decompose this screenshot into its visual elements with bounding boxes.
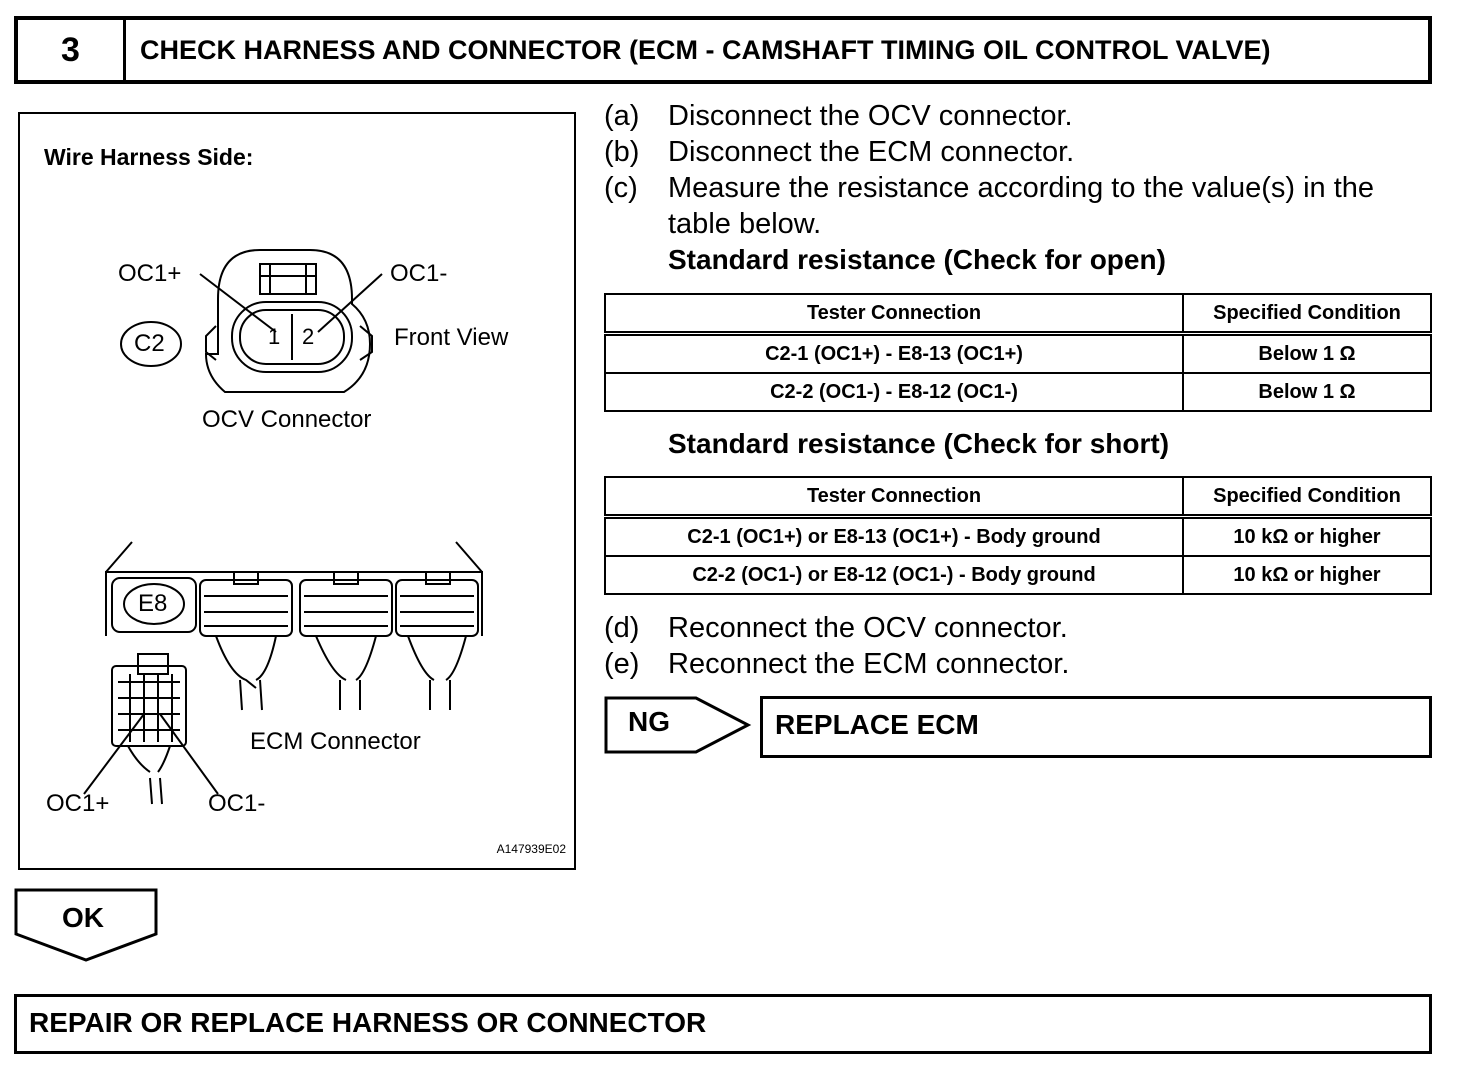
ocv-connector-body: [206, 250, 370, 392]
step-text: Disconnect the OCV connector.: [668, 100, 1073, 132]
front-view-label: Front View: [394, 324, 509, 351]
step-number: 3: [18, 20, 126, 80]
step-header: [14, 16, 1432, 84]
ng-arrow: [604, 696, 752, 754]
step-letter: (e): [604, 648, 640, 680]
table-row: [605, 517, 1431, 557]
open-check-table: [604, 293, 1432, 412]
step-title: CHECK HARNESS AND CONNECTOR (ECM - CAMSHAFT TIMING OIL CONTROL VALVE): [140, 34, 1271, 65]
step-c-continuation: table below.: [668, 208, 822, 240]
ok-label: OK: [62, 902, 104, 933]
step-text: Reconnect the ECM connector.: [668, 648, 1070, 680]
step-d: [604, 612, 1068, 645]
ecm-connector-code: E8: [138, 590, 168, 617]
specified-condition-cell: Below 1 Ω: [1183, 373, 1431, 411]
step-letter: (c): [604, 172, 638, 204]
column-header: Tester Connection: [605, 294, 1183, 334]
table-row: [605, 334, 1431, 374]
ng-action: REPLACE ECM: [775, 709, 979, 740]
table-row: [605, 373, 1431, 411]
ocv-connector-name: OCV Connector: [202, 406, 372, 433]
ok-arrow: [14, 888, 160, 964]
step-text: Reconnect the OCV connector.: [668, 612, 1068, 644]
step-text: Disconnect the ECM connector.: [668, 136, 1075, 168]
table-header-row: [605, 294, 1431, 334]
specified-condition-cell: 10 kΩ or higher: [1183, 517, 1431, 557]
ocv-connector-code: C2: [134, 330, 165, 357]
open-check-title: Standard resistance (Check for open): [668, 244, 1166, 275]
column-header: Specified Condition: [1183, 294, 1431, 334]
tester-connection-cell: C2-2 (OC1-) - E8-12 (OC1-): [605, 373, 1183, 411]
connector-diagram: [20, 114, 576, 870]
column-header: Tester Connection: [605, 477, 1183, 517]
ecm-subconnector-2: [300, 572, 392, 710]
step-c: [604, 172, 1374, 205]
step-letter: (b): [604, 136, 640, 168]
step-a: [604, 100, 1073, 133]
step-letter: (a): [604, 100, 640, 132]
tester-connection-cell: C2-1 (OC1+) or E8-13 (OC1+) - Body ground: [605, 517, 1183, 557]
tester-connection-cell: C2-1 (OC1+) - E8-13 (OC1+): [605, 334, 1183, 374]
step-e: [604, 648, 1069, 681]
ng-label: NG: [628, 706, 670, 737]
ecm-oc1-minus-label: OC1-: [208, 790, 266, 817]
wiring-figure: [18, 112, 576, 870]
column-header: Specified Condition: [1183, 477, 1431, 517]
tester-connection-cell: C2-2 (OC1-) or E8-12 (OC1-) - Body ground: [605, 556, 1183, 594]
ok-action-box: [14, 994, 1432, 1054]
short-check-title: Standard resistance (Check for short): [668, 428, 1170, 459]
specified-condition-cell: Below 1 Ω: [1183, 334, 1431, 374]
ecm-subconnector-1: [200, 572, 292, 710]
ocv-pin-2: 2: [302, 324, 315, 349]
table-row: [605, 556, 1431, 594]
ecm-connector-name: ECM Connector: [250, 728, 421, 755]
ocv-oc1-minus-label: OC1-: [390, 260, 448, 287]
ng-action-box: [760, 696, 1432, 758]
step-text: Measure the resistance according to the value(s) in the: [668, 172, 1375, 204]
ecm-oc1-plus-label: OC1+: [46, 790, 110, 817]
figure-heading: Wire Harness Side:: [44, 144, 254, 170]
ecm-subconnector-3: [396, 572, 478, 710]
ocv-pin-1: 1: [268, 324, 281, 349]
short-check-table: [604, 476, 1432, 595]
ok-action: REPAIR OR REPLACE HARNESS OR CONNECTOR: [29, 1007, 707, 1038]
step-b: [604, 136, 1074, 169]
table-header-row: [605, 477, 1431, 517]
specified-condition-cell: 10 kΩ or higher: [1183, 556, 1431, 594]
figure-code: A147939E02: [496, 842, 566, 856]
right-arrow-icon: [604, 696, 752, 754]
step-letter: (d): [604, 612, 640, 644]
ocv-oc1-plus-label: OC1+: [118, 260, 182, 287]
